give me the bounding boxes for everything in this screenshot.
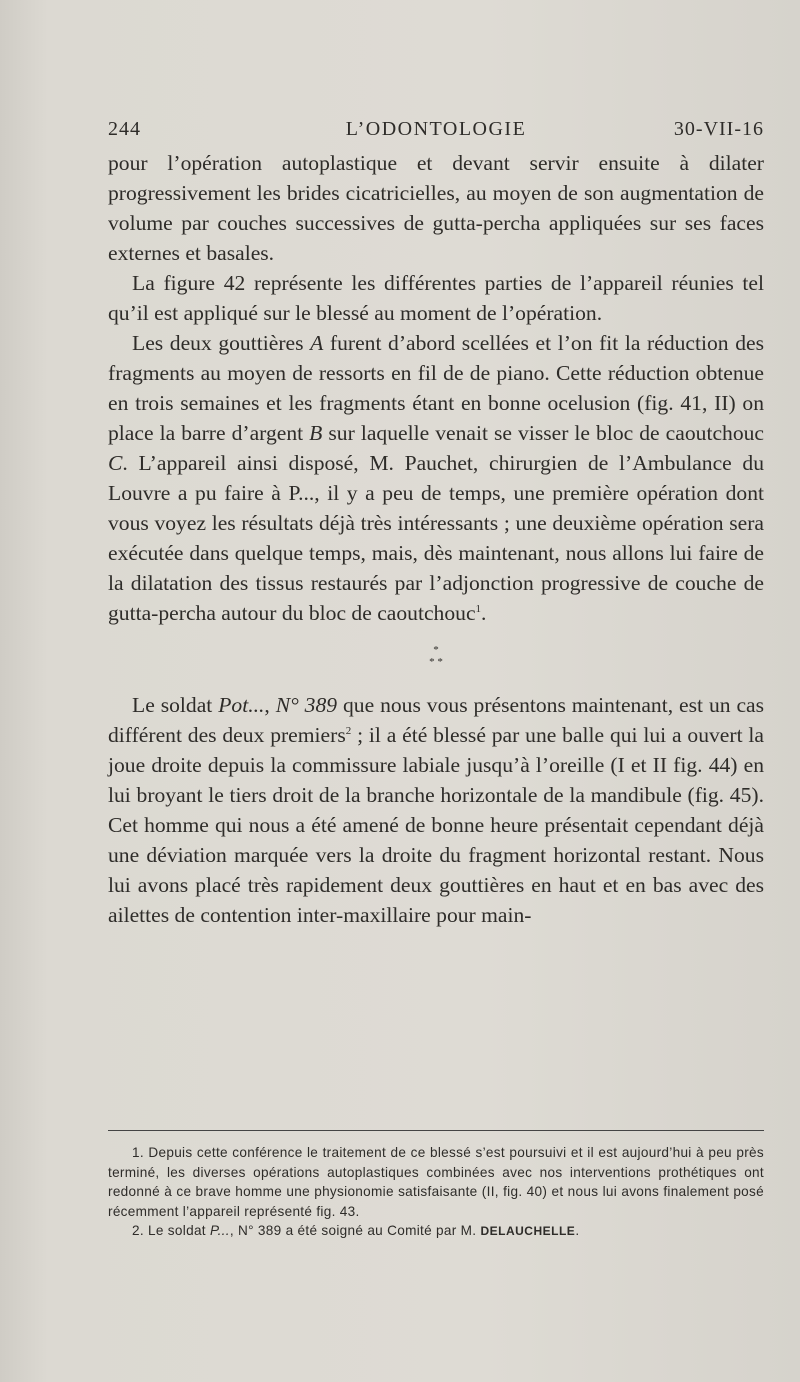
soldier-name: Pot... xyxy=(218,693,265,717)
footnotes xyxy=(108,1143,764,1242)
paragraph-1-text: pour l’opération autoplastique et devant servir ensuite à dilater progressivement les brides cicatricielles, au moyen de son augmentation de volume par couches successives de gutta-percha appliquées sur ses faces externes et basales. xyxy=(108,151,764,265)
section-break xyxy=(108,644,764,668)
footnote-2 xyxy=(108,1221,764,1242)
paragraph-4-text-b: que nous vous présentons maintenant, est un cas différent des deux premiers xyxy=(108,693,765,747)
doctor-name: DELAUCHELLE xyxy=(480,1224,576,1239)
paragraph-3 xyxy=(108,328,764,628)
asterism-bottom: * * xyxy=(429,656,443,668)
footnote-1 xyxy=(108,1143,764,1221)
label-c: C xyxy=(108,451,123,475)
paragraph-3-text-d: . L’appareil ainsi disposé, M. Pauchet, chirurgien de l’Ambulance du Louvre a pu faire à P..., il y a peu de temps, une première opération dont vous voyez les résultats déjà très intéressants ; une deuxième opération sera exécutée dans quelque temps, mais, dès maintenant, nous allons lui faire de la dilatation des tissus restaurés par l’adjonction progressive de couche de gutta-percha autour du bloc de caoutchouc xyxy=(108,451,764,625)
paragraph-3-text-c: sur laquelle venait se visser le bloc de caoutchouc xyxy=(322,421,764,445)
paragraph-4-text-a: Le soldat xyxy=(132,693,219,717)
paragraph-3-text-b: furent d’abord scellées et l’on fit la réduction des fragments au moyen de ressorts en fil de de piano. Cette réduction obtenue en trois semaines et les fragments étant en bonne ocelusion (fig. 41, II) on place la barre d’argent xyxy=(108,331,764,445)
footnote-2-number: N° 389 xyxy=(237,1223,282,1239)
footnote-ref-2: 2 xyxy=(345,724,352,737)
paragraph-4 xyxy=(108,690,764,930)
footnote-2-text-c: a été soigné au Comité par M. xyxy=(281,1223,481,1239)
label-b: B xyxy=(309,421,323,445)
footnote-2-text-a: 2. Le soldat xyxy=(132,1223,210,1239)
footnote-2-name: P... xyxy=(209,1223,230,1239)
footnote-separator xyxy=(108,1130,764,1131)
issue-date: 30-VII-16 xyxy=(673,118,764,140)
paragraph-2-text: La figure 42 représente les différentes parties de l’appareil réunies tel qu’il est appliqué sur le blessé au moment de l’opération. xyxy=(108,271,764,325)
page-number: 244 xyxy=(108,118,141,140)
footnote-1-text: 1. Depuis cette conférence le traitement de ce blessé s’est poursuivi et il est aujourd’hui à peu près terminé, les diverses opérations autoplastiques combinées avec nos interventions prothétiques ont redonné à ce brave homme une physionomie satisfaisante (II, fig. 40) et nous lui avons finalement posé récemment l’appareil représenté fig. 43. xyxy=(108,1145,764,1219)
paragraph-2 xyxy=(108,268,764,328)
paragraph-3-end: . xyxy=(481,601,487,625)
soldier-number: N° 389 xyxy=(275,693,338,717)
footnote-ref-1: 1 xyxy=(475,602,482,615)
asterism-top: * xyxy=(433,644,439,656)
footnote-2-end: . xyxy=(575,1223,580,1239)
paragraph-1 xyxy=(108,148,764,268)
running-title: L’ODONTOLOGIE xyxy=(345,118,527,140)
paragraph-3-text-a: Les deux gouttières xyxy=(132,331,311,355)
body-text xyxy=(108,148,764,930)
label-a: A xyxy=(310,331,324,355)
paragraph-4-text-c: ; il a été blessé par une balle qui lui a ouvert la joue droite depuis la commissure labiale jusqu’à l’oreille (I et II fig. 44) en lui broyant le tiers droit de la branche horizontale de la mandibule (fig. 45). Cet homme qui nous a été amené de bonne heure présentait cependant déjà une déviation marquée vers la droite du fragment horizontal restant. Nous lui avons placé très rapidement deux gouttières en haut et en bas avec des ailettes de contention inter-maxillaire pour main- xyxy=(108,723,765,927)
paragraph-4-sep: , xyxy=(264,693,276,717)
running-header xyxy=(108,118,764,148)
footnote-2-sep: , xyxy=(229,1223,238,1239)
